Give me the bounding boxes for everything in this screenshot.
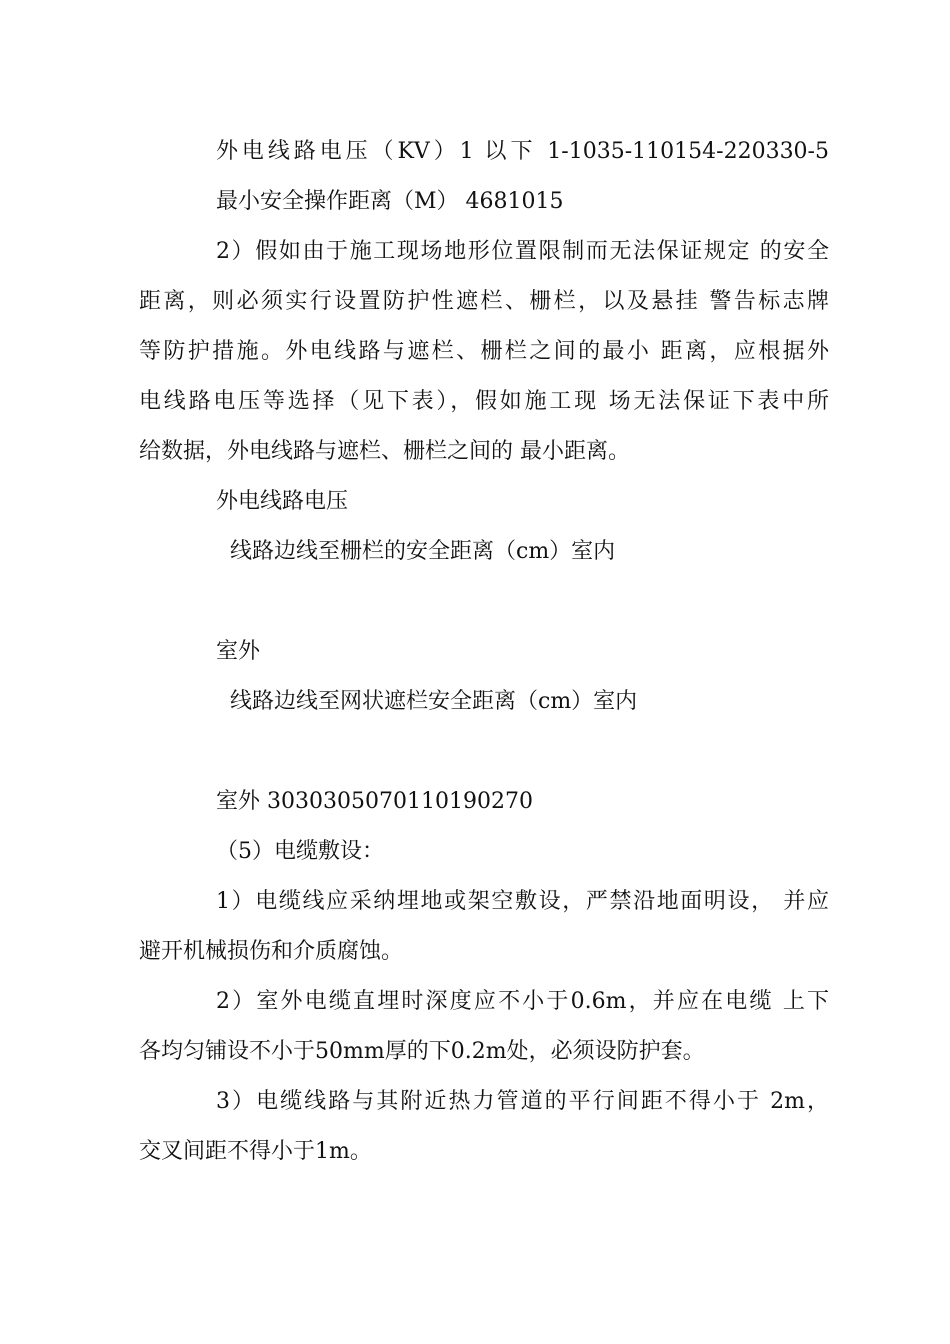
section-heading: （5）电缆敷设： (216, 839, 384, 864)
paragraph-line: 各均匀铺设不小于50mm厚的下0.2m处，必须设防护套。 (139, 1039, 705, 1064)
table-label-fence: 线路边线至栅栏的安全距离（cm）室内 (230, 539, 616, 564)
paragraph-line: 避开机械损伤和介质腐蚀。 (139, 939, 404, 964)
paragraph-line: 等防护措施。外电线路与遮栏、栅栏之间的最小 距离，应根据外 (139, 339, 829, 364)
table-label-voltage: 外电线路电压 (216, 489, 349, 514)
paragraph-line: 给数据，外电线路与遮栏、栅栏之间的 最小距离。 (139, 439, 630, 464)
paragraph-line: 2）室外电缆直埋时深度应不小于0.6m，并应在电缆 上下 (216, 989, 829, 1014)
paragraph-line: 距离，则必须实行设置防护性遮栏、栅栏，以及悬挂 警告标志牌 (139, 289, 829, 314)
paragraph-line: 3）电缆线路与其附近热力管道的平行间距不得小于 2m， (216, 1089, 829, 1114)
table-label-outdoor: 室外 (216, 639, 261, 664)
paragraph-line: 1）电缆线应采纳埋地或架空敷设，严禁沿地面明设， 并应 (216, 889, 829, 914)
paragraph-line: 2）假如由于施工现场地形位置限制而无法保证规定 的安全 (216, 239, 829, 264)
min-distance-line: 最小安全操作距离（M） 4681015 (216, 189, 564, 214)
paragraph-line: 交叉间距不得小于1m。 (139, 1139, 372, 1164)
table-label-outdoor-values: 室外 3030305070110190270 (216, 789, 533, 814)
paragraph-line: 电线路电压等选择（见下表），假如施工现 场无法保证下表中所 (139, 389, 829, 414)
table-label-mesh: 线路边线至网状遮栏安全距离（cm）室内 (230, 689, 638, 714)
voltage-header-line: 外电线路电压（KV）1 以下 1-1035-110154-220330-5 (216, 139, 829, 164)
